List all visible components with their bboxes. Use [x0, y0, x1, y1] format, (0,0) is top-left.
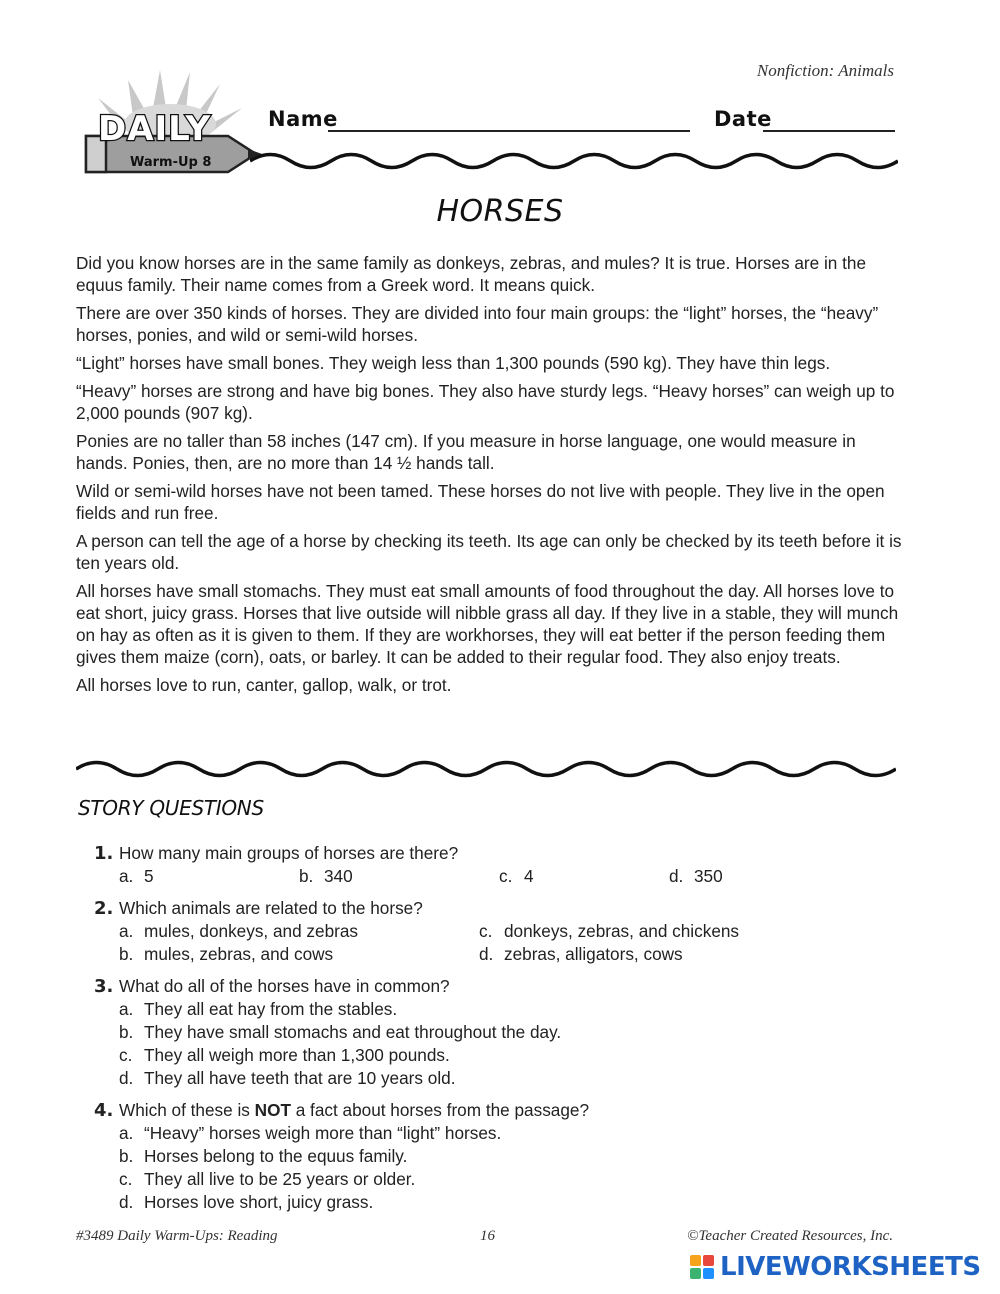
- date-label: Date: [714, 107, 772, 131]
- name-label: Name: [268, 107, 338, 131]
- answer-choice[interactable]: d. They all have teeth that are 10 years old.: [119, 1068, 456, 1088]
- question-text: How many main groups of horses are there?: [119, 843, 459, 863]
- logo-block: [690, 1268, 701, 1279]
- category-label: Nonfiction: Animals: [756, 61, 894, 80]
- questions-list: [94, 842, 914, 1223]
- question-2: [94, 897, 914, 966]
- question-1: [94, 842, 914, 888]
- question-number: 3.: [94, 976, 114, 997]
- footer-page-number: 16: [480, 1228, 495, 1244]
- question-text: Which of these is NOT a fact about horses from the passage?: [119, 1100, 590, 1120]
- logo-block: [690, 1255, 701, 1266]
- question-text: What do all of the horses have in common?: [119, 976, 450, 996]
- answer-choice[interactable]: d. zebras, alligators, cows: [479, 944, 683, 964]
- name-field[interactable]: [328, 130, 690, 132]
- story-paragraph: “Heavy” horses are strong and have big bones. They also have sturdy legs. “Heavy horses” can weigh up to 2,000 pounds (907 kg).: [76, 381, 895, 423]
- answer-choice[interactable]: b. They have small stomachs and eat throughout the day.: [119, 1022, 562, 1042]
- question-number: 1.: [94, 843, 114, 864]
- logo-block: [703, 1255, 714, 1266]
- answer-choice[interactable]: c. They all weigh more than 1,300 pounds.: [119, 1045, 450, 1065]
- answer-choice[interactable]: b. Horses belong to the equus family.: [119, 1146, 408, 1166]
- question-3: [94, 975, 914, 1090]
- question-number: 2.: [94, 898, 114, 919]
- story-paragraph: There are over 350 kinds of horses. They are divided into four main groups: the “light” horses, the “heavy” horses, ponies, and wild or semi-wild horses.: [76, 303, 879, 345]
- story-passage: [76, 252, 906, 702]
- story-paragraph: All horses love to run, canter, gallop, walk, or trot.: [76, 675, 452, 695]
- header-wave-divider: [250, 148, 898, 174]
- answer-choice[interactable]: a. 5: [119, 866, 154, 886]
- daily-warmup-logo: [78, 58, 268, 188]
- story-paragraph: Ponies are no taller than 58 inches (147 cm). If you measure in horse language, one would measure in hands. Ponies, then, are no more than 14 ½ hands tall.: [76, 431, 856, 473]
- footer-copyright: ©Teacher Created Resources, Inc.: [687, 1228, 893, 1244]
- story-paragraph: Wild or semi-wild horses have not been tamed. These horses do not live with people. They live in the open fields and run free.: [76, 481, 885, 523]
- emphasis-not: NOT: [254, 1100, 291, 1120]
- answer-choice[interactable]: c. They all live to be 25 years or older.: [119, 1169, 416, 1189]
- answer-choice[interactable]: b. mules, zebras, and cows: [119, 944, 334, 964]
- logo-subtitle: Warm-Up 8: [130, 155, 212, 170]
- answer-choice[interactable]: a. mules, donkeys, and zebras: [119, 921, 359, 941]
- liveworksheets-wordmark: LIVEWORKSHEETS: [720, 1252, 981, 1282]
- questions-heading: STORY QUESTIONS: [78, 796, 264, 820]
- logo-block: [703, 1268, 714, 1279]
- footer-book-title: #3489 Daily Warm-Ups: Reading: [76, 1228, 278, 1244]
- story-paragraph: All horses have small stomachs. They must eat small amounts of food throughout the day. All horses love to eat short, juicy grass. Horses that live outside will nibble grass all day. If they live in a stable, they will munch on hay as often as it is given to them. If they are workhorses, they will eat better if the person feeding them gives them maize (corn), oats, or barley. It can be added to their regular food. They also enjoy treats.: [76, 581, 899, 667]
- story-paragraph: Did you know horses are in the same family as donkeys, zebras, and mules? It is true. Horses are in the equus family. Their name comes from a Greek word. It means quick.: [76, 253, 867, 295]
- answer-choice[interactable]: c. donkeys, zebras, and chickens: [479, 921, 740, 941]
- answer-choice[interactable]: a. They all eat hay from the stables.: [119, 999, 398, 1019]
- answer-choice[interactable]: b. 340: [299, 866, 353, 886]
- question-number: 4.: [94, 1100, 114, 1121]
- date-field[interactable]: [763, 130, 895, 132]
- answer-choice[interactable]: c. 4: [499, 866, 534, 886]
- section-wave-divider: [76, 756, 896, 782]
- story-paragraph: A person can tell the age of a horse by checking its teeth. Its age can only be checked by its teeth before it is ten years old.: [76, 531, 902, 573]
- liveworksheets-brand[interactable]: [690, 1252, 981, 1282]
- story-paragraph: “Light” horses have small bones. They weigh less than 1,300 pounds (590 kg). They have thin legs.: [76, 353, 831, 373]
- logo-word: DAILY: [98, 109, 212, 149]
- answer-choice[interactable]: a. “Heavy” horses weigh more than “light” horses.: [119, 1123, 502, 1143]
- question-text: Which animals are related to the horse?: [119, 898, 423, 918]
- answer-choice[interactable]: d. 350: [669, 866, 723, 886]
- liveworksheets-logo-icon: [690, 1255, 714, 1279]
- answer-choice[interactable]: d. Horses love short, juicy grass.: [119, 1192, 374, 1212]
- question-4: [94, 1099, 914, 1214]
- page-title: HORSES: [436, 194, 564, 229]
